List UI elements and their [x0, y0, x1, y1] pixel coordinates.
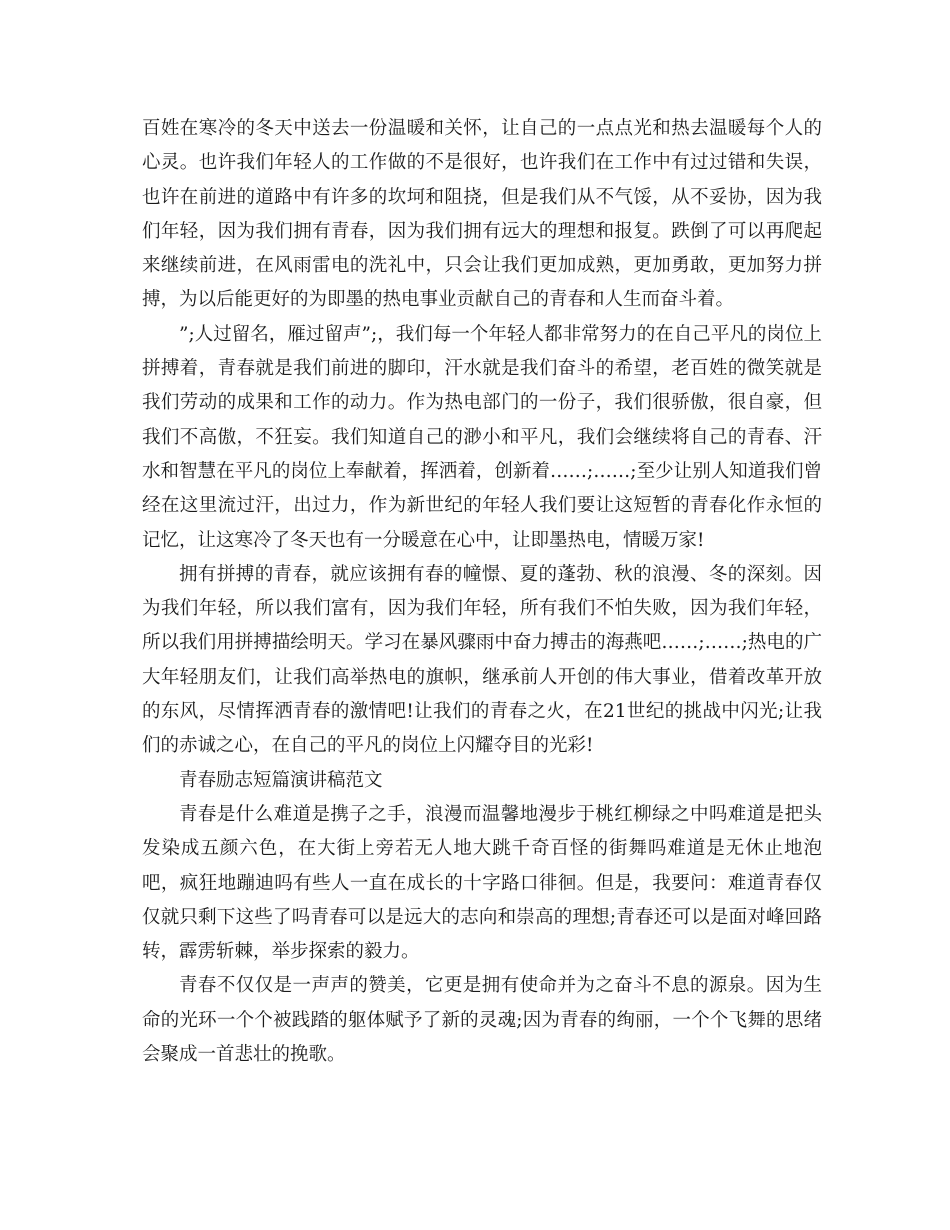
- paragraph: ”;人过留名，雁过留声”;，我们每一个年轻人都非常努力的在自己平凡的岗位上拼搏着，青春就是我们前进的脚印，汗水就是我们奋斗的希望，老百姓的微笑就是我们劳动的成果和工作的动力。作为热电部门的一份子，我们很骄傲，很自豪，但我们不高傲，不狂妄。我们知道自己的渺小和平凡，我们会继续将自己的青春、汗水和智慧在平凡的岗位上奉献着，挥洒着，创新着……;……;至少让别人知道我们曾经在这里流过汗，出过力，作为新世纪的年轻人我们要让这短暂的青春化作永恒的记忆，让这寒冷了冬天也有一分暖意在心中，让即墨热电，情暖万家!: [142, 323, 822, 551]
- document-body: [142, 112, 822, 1072]
- paragraph: 百姓在寒冷的冬天中送去一份温暖和关怀，让自己的一点点光和热去温暖每个人的心灵。也许我们年轻人的工作做的不是很好，也许我们在工作中有过过错和失误，也许在前进的道路中有许多的坎坷和阻挠，但是我们从不气馁，从不妥协，因为我们年轻，因为我们拥有青春，因为我们拥有远大的理想和报复。跌倒了可以再爬起来继续前进，在风雨雷电的洗礼中，只会让我们更加成熟，更加勇敢，更加努力拼搏，为以后能更好的为即墨的热电事业贡献自己的青春和人生而奋斗着。: [142, 118, 822, 311]
- section-title: 青春励志短篇演讲稿范文: [179, 769, 383, 791]
- paragraph: 青春是什么难道是携子之手，浪漫而温馨地漫步于桃红柳绿之中吗难道是把头发染成五颜六色，在大街上旁若无人地大跳千奇百怪的街舞吗难道是无休止地泡吧，疯狂地蹦迪吗有些人一直在成长的十字路口徘徊。但是，我要问：难道青春仅仅就只剩下这些了吗青春可以是远大的志向和崇高的理想;青春还可以是面对峰回路转，霹雳斩棘，举步探索的毅力。: [142, 803, 822, 963]
- paragraph: 拥有拼搏的青春，就应该拥有春的幢憬、夏的蓬勃、秋的浪漫、冬的深刻。因为我们年轻，所以我们富有，因为我们年轻，所有我们不怕失败，因为我们年轻，所以我们用拼搏描绘明天。学习在暴风骤雨中奋力搏击的海燕吧……;……;热电的广大年轻朋友们，让我们高举热电的旗帜，继承前人开创的伟大事业，借着改革开放的东风，尽情挥洒青春的激情吧!让我们的青春之火，在21世纪的挑战中闪光;让我们的赤诚之心，在自己的平凡的岗位上闪耀夺目的光彩!: [142, 563, 822, 757]
- paragraph: 青春不仅仅是一声声的赞美，它更是拥有使命并为之奋斗不息的源泉。因为生命的光环一个个被践踏的躯体赋予了新的灵魂;因为青春的绚丽，一个个飞舞的思绪会聚成一首悲壮的挽歌。: [142, 975, 822, 1066]
